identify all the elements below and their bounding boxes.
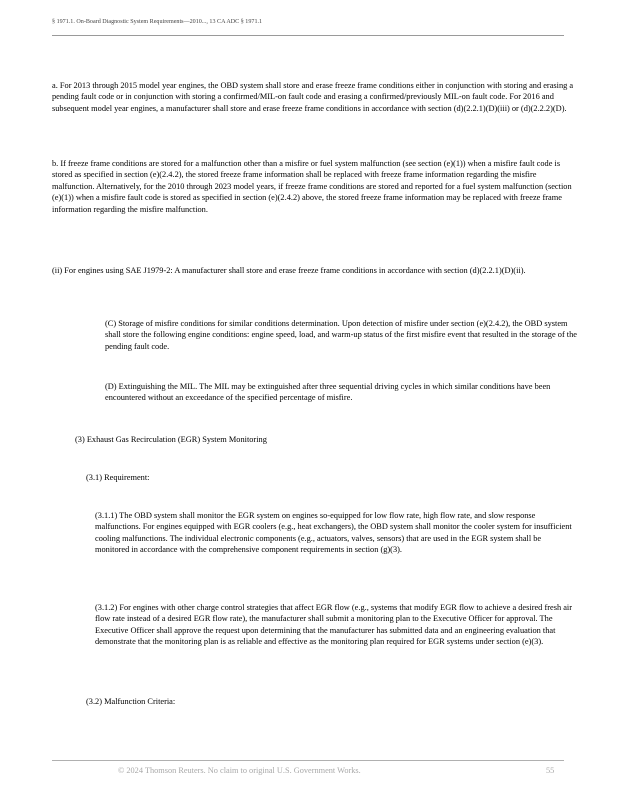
running-header: § 1971.1. On-Board Diagnostic System Requirements—2010..., 13 CA ADC § 1971.1	[52, 19, 263, 25]
paragraph-a: a. For 2013 through 2015 model year engines, the OBD system shall store and erase freeze frame conditions either in conjunction with storing and erasing a pending fault code or in conjunction with storing a confirmed/MIL-on fault code and erasing a confirmed/previously MIL-on fault code. For 2016 and subsequent model year engines, a manufacturer shall store and erase freeze frame conditions in accordance with section (d)(2.2.1)(D)(iii) or (d)(2.2.2)(D).	[52, 81, 574, 113]
section-heading-egr-monitoring: (3) Exhaust Gas Recirculation (EGR) System Monitoring	[75, 435, 267, 444]
subsection-heading-requirement: (3.1) Requirement:	[86, 473, 150, 482]
subsection-heading-malfunction-criteria: (3.2) Malfunction Criteria:	[86, 697, 176, 706]
paragraph-b: b. If freeze frame conditions are stored for a malfunction other than a misfire or fuel system malfunction (see section (e)(1)) when a misfire fault code is stored as specified in section (e)(2.4.2), the stored freeze frame information shall be replaced with freeze frame information regarding the misfire malfunction. Alternatively, for the 2010 through 2023 model years, if freeze frame conditions are stored and reported for a fuel system malfunction (section (e)(1)) when a misfire fault code is stored as specified in section (e)(2.4.2) above, the stored freeze frame information may be replaced with freeze frame information regarding the misfire malfunction.	[52, 159, 572, 214]
paragraph-d-extinguishing-mil: (D) Extinguishing the MIL. The MIL may be extinguished after three sequential driving cycles in which similar conditions have been encountered without an exceedance of the specified percentage of misfire.	[105, 382, 551, 403]
paragraph-3-1-1: (3.1.1) The OBD system shall monitor the EGR system on engines so-equipped for low flow rate, high flow rate, and slow response malfunctions. For engines equipped with EGR coolers (e.g., heat exchangers), the OBD system shall monitor the cooler system for insufficient cooling malfunctions. The individual electronic components (e.g., actuators, valves, sensors) that are used in the EGR system shall be monitored in accordance with the comprehensive component requirements in section (g)(3).	[95, 511, 572, 555]
paragraph-c-misfire-storage: (C) Storage of misfire conditions for similar conditions determination. Upon detection of misfire under section (e)(2.4.2), the OBD system shall store the following engine conditions: engine speed, load, and warm-up status of the first misfire event that resulted in the storage of the pending fault code.	[105, 319, 577, 351]
paragraph-3-1-2: (3.1.2) For engines with other charge control strategies that affect EGR flow (e.g., systems that modify EGR flow to achieve a desired fresh air flow rate instead of a desired EGR flow rate), the manufacturer shall submit a monitoring plan to the Executive Officer for approval. The Executive Officer shall approve the request upon determining that the manufacturer has submitted data and an engineering evaluation that demonstrate that the monitoring plan is as reliable and effective as the monitoring plan required for EGR systems under section (e)(3).	[95, 603, 573, 647]
paragraph-ii: (ii) For engines using SAE J1979-2: A manufacturer shall store and erase freeze frame conditions in accordance with section (d)(2.2.1)(D)(ii).	[52, 266, 526, 275]
page-number: 55	[546, 766, 555, 775]
footer-divider	[52, 760, 564, 761]
footer-copyright: © 2024 Thomson Reuters. No claim to original U.S. Government Works.	[118, 766, 361, 775]
header-divider	[52, 35, 564, 36]
